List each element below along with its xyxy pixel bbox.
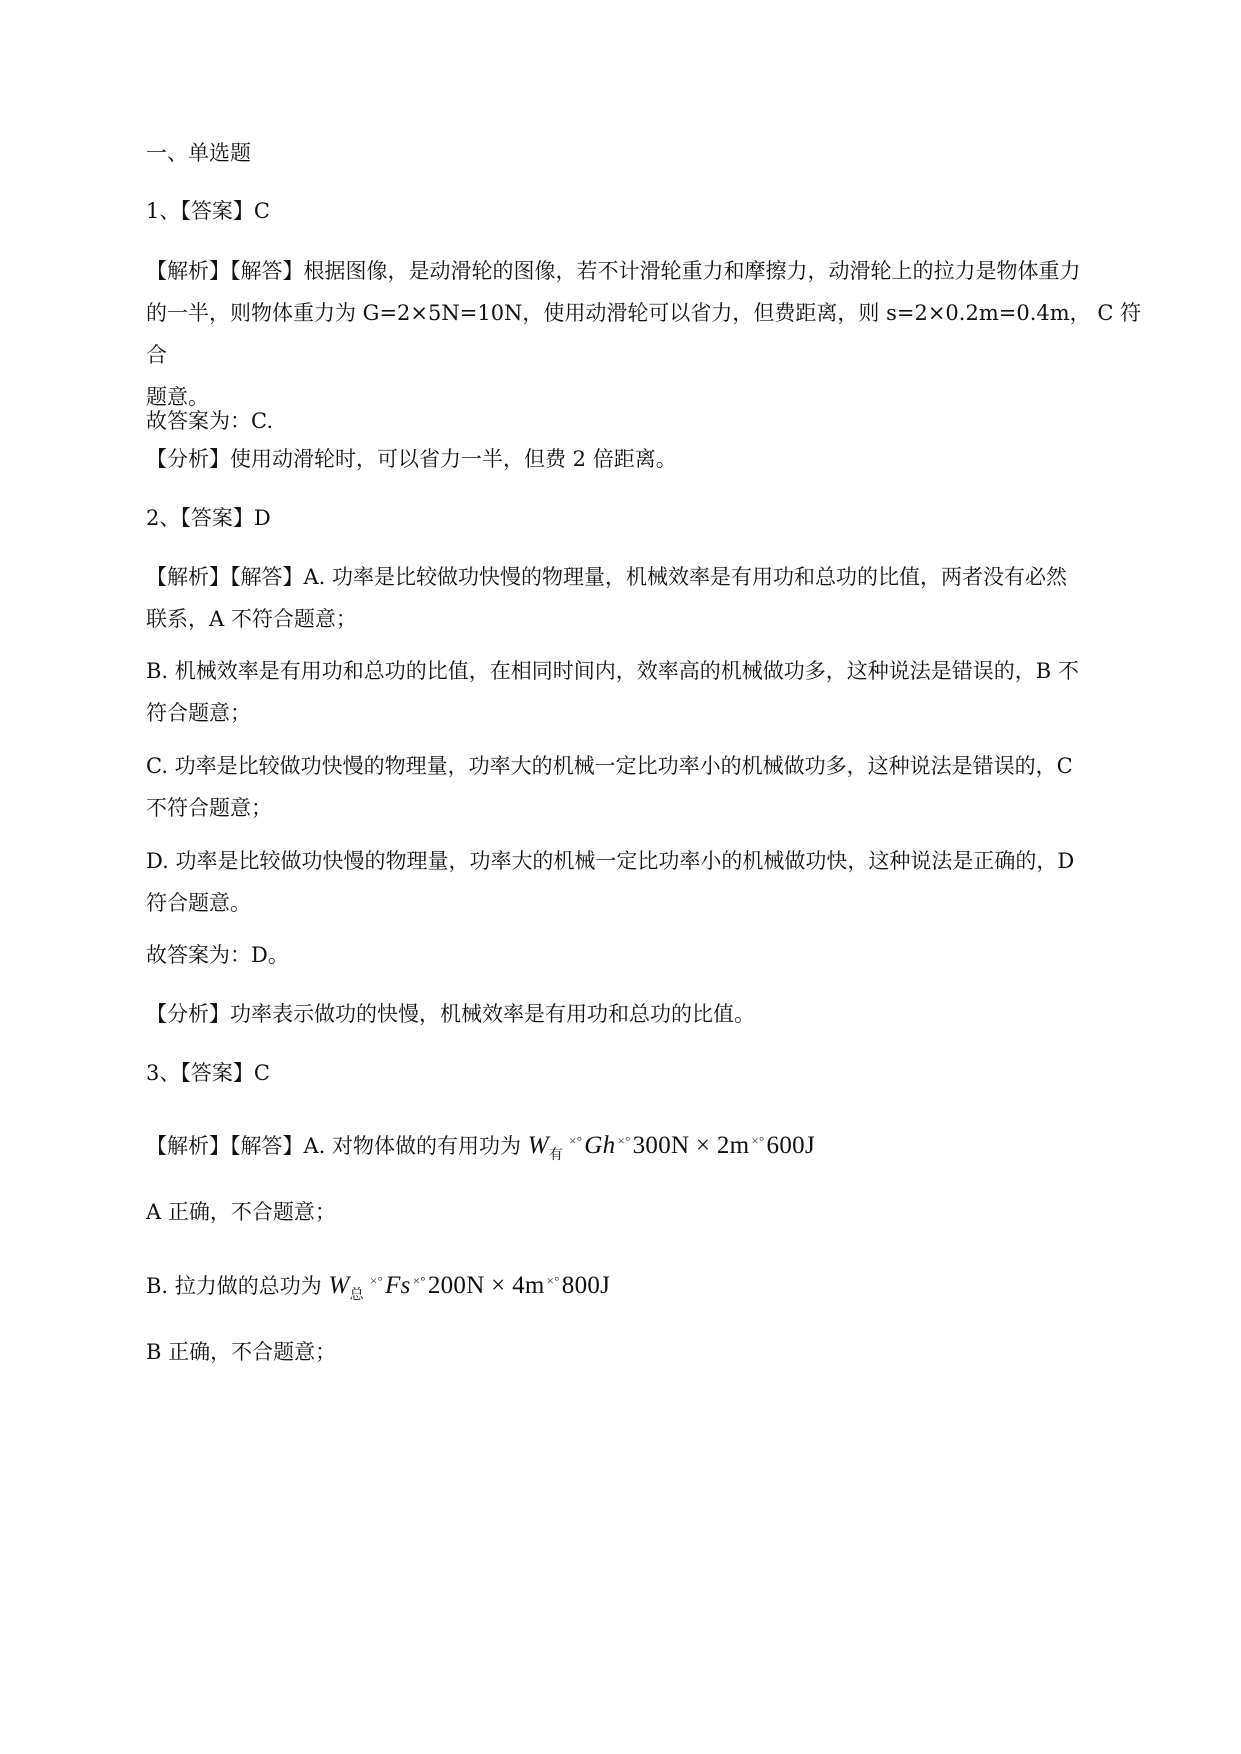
q1-conclusion: 故答案为：C.: [146, 409, 273, 433]
q2-answer: 2、【答案】D: [146, 506, 271, 530]
q3-option-a: [146, 1120, 1156, 1177]
q2-option-c: [146, 745, 1156, 829]
useful-work-formula: [527, 1132, 815, 1163]
q2-option-a-line-1: 【解析】【解答】A. 功率是比较做功快慢的物理量，机械效率是有用功和总功的比值，两者没有必然: [146, 565, 1068, 589]
q1-summary: 【分析】使用动滑轮时，可以省力一半，但费 2 倍距离。: [146, 447, 677, 471]
q2-option-b: [146, 650, 1156, 734]
formula-expression: 300N × 2m: [632, 1132, 750, 1159]
q2-option-c-line-2: 不符合题意；: [146, 796, 272, 820]
q2-option-d-line-1: D. 功率是比较做功快慢的物理量，功率大的机械一定比功率小的机械做功快，这种说法是正确的，D: [146, 849, 1075, 873]
formula-equals-glyph: ×°: [546, 1273, 560, 1288]
q3-option-b-note: B 正确，不合题意；: [146, 1340, 337, 1364]
q2-option-b-line-1: B. 机械效率是有用功和总功的比值，在相同时间内，效率高的机械做功多，这种说法是错误的，B 不: [146, 659, 1079, 683]
q2-option-d: [146, 840, 1156, 924]
q2-conclusion: 故答案为：D。: [146, 943, 289, 967]
total-work-formula: [328, 1272, 611, 1303]
q1-analysis: [146, 250, 1156, 418]
q3-answer: 3、【答案】C: [146, 1061, 270, 1085]
q3-option-a-intro: 【解析】【解答】A. 对物体做的有用功为: [146, 1134, 522, 1158]
formula-result: 800J: [561, 1272, 611, 1299]
q1-answer: 1、【答案】C: [146, 199, 270, 223]
q3-option-b-intro: B. 拉力做的总功为: [146, 1274, 322, 1298]
formula-subscript: 有: [548, 1148, 564, 1163]
formula-variable: Fs: [385, 1272, 411, 1299]
q2-option-c-line-1: C. 功率是比较做功快慢的物理量，功率大的机械一定比功率小的机械做功多，这种说法是错误的，C: [146, 754, 1073, 778]
q3-option-a-note: A 正确，不合题意；: [146, 1200, 336, 1224]
formula-subscript: 总: [349, 1288, 364, 1303]
formula-variable: Gh: [584, 1132, 616, 1159]
formula-equals-glyph: ×°: [412, 1273, 426, 1288]
q2-option-a-line-2: 联系，A 不符合题意；: [146, 607, 357, 631]
section-title: 一、单选题: [146, 141, 251, 165]
q2-option-b-line-2: 符合题意；: [146, 701, 251, 725]
q1-analysis-line-3: 题意。: [146, 385, 209, 409]
formula-equals-glyph: ×°: [369, 1273, 384, 1288]
formula-w-symbol: W: [527, 1132, 549, 1159]
q3-option-b: [146, 1260, 1156, 1317]
formula-result: 600J: [766, 1132, 815, 1159]
q2-option-a: [146, 556, 1156, 640]
formula-equals-glyph: ×°: [751, 1133, 765, 1148]
q1-analysis-line-2: 的一半，则物体重力为 G=2×5N=10N，使用动滑轮可以省力，但费距离，则 s=2×0.2m=0.4m， C 符合: [146, 301, 1142, 367]
formula-equals-glyph: ×°: [569, 1133, 583, 1148]
formula-expression: 200N × 4m: [427, 1272, 545, 1299]
formula-w-symbol: W: [328, 1272, 350, 1299]
q2-summary: 【分析】功率表示做功的快慢，机械效率是有用功和总功的比值。: [146, 1002, 755, 1026]
formula-equals-glyph: ×°: [617, 1133, 631, 1148]
q1-analysis-line-1: 【解析】【解答】根据图像，是动滑轮的图像，若不计滑轮重力和摩擦力，动滑轮上的拉力是物体重力: [146, 259, 1081, 283]
q2-option-d-line-2: 符合题意。: [146, 891, 251, 915]
